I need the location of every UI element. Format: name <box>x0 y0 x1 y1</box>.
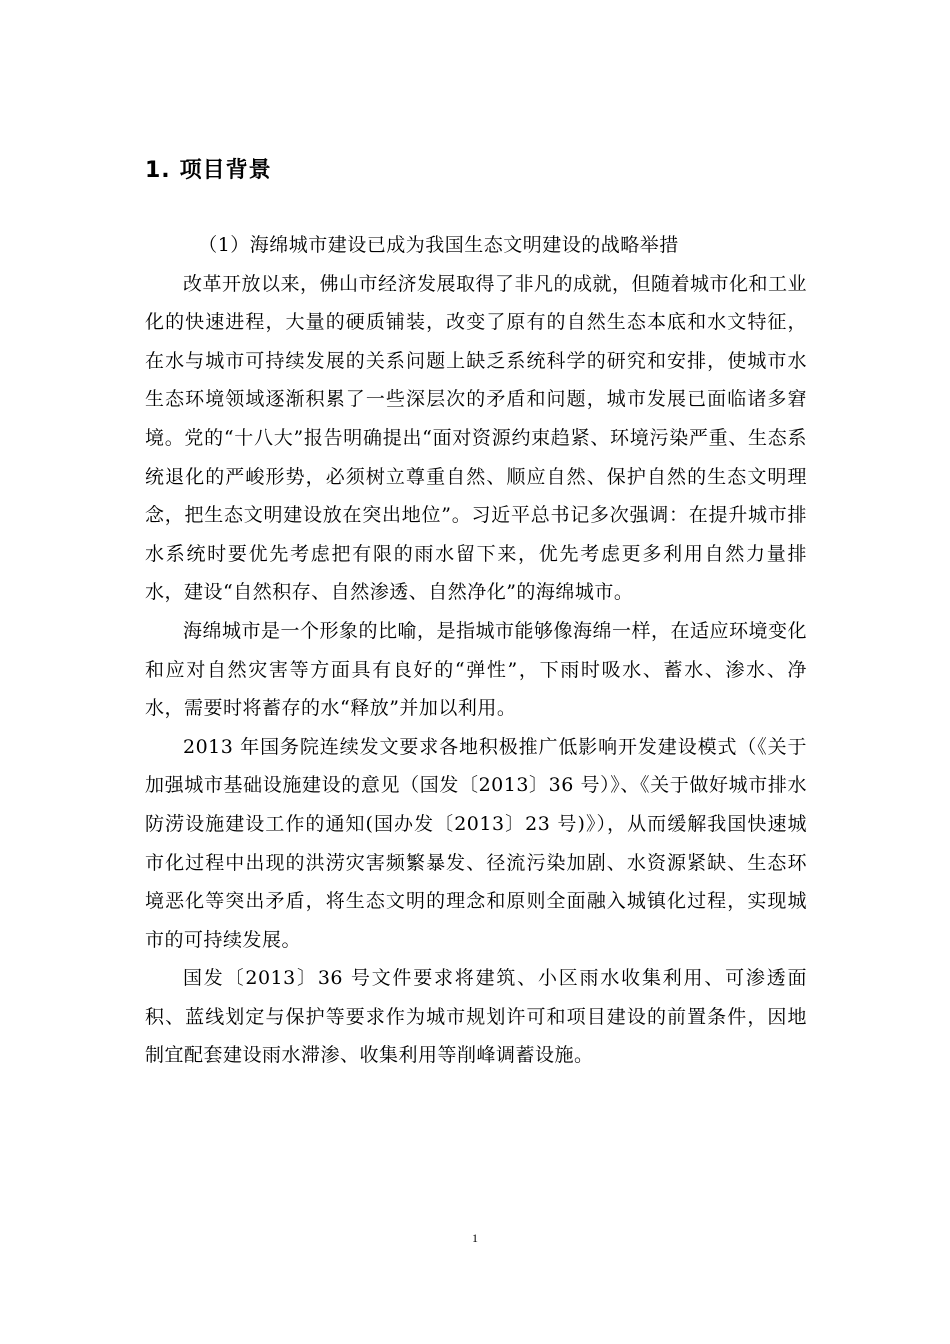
section-title: 项目背景 <box>179 158 272 183</box>
paragraph-3: 2013 年国务院连续发文要求各地积极推广低影响开发建设模式（《关于加强城市基础设施建设的意见（国发〔2013〕36 号）》、《关于做好城市排水防涝设施建设工作的通知(国办发〔2013〕23 号)》），从而缓解我国快速城市化过程中出现的洪涝灾害频繁暴发、径流污染加剧、水资源紧缺、生态环境恶化等突出矛盾，将生态文明的理念和原则全面融入城镇化过程，实现城市的可持续发展。 <box>145 735 807 951</box>
section-heading <box>145 154 272 188</box>
page-number: 1 <box>472 1231 478 1245</box>
paragraph-2: 海绵城市是一个形象的比喻，是指城市能够像海绵一样，在适应环境变化和应对自然灾害等方面具有良好的“弹性”，下雨时吸水、蓄水、渗水、净水，需要时将蓄存的水“释放”并加以利用。 <box>145 619 808 720</box>
subheading: （1）海绵城市建设已成为我国生态文明建设的战略举措 <box>198 234 679 256</box>
section-number: 1. <box>145 158 171 183</box>
paragraph-4: 国发〔2013〕36 号文件要求将建筑、小区雨水收集利用、可渗透面积、蓝线划定与保护等要求作为城市规划许可和项目建设的前置条件，因地制宜配套建设雨水滞渗、收集利用等削峰调蓄设施。 <box>145 967 807 1067</box>
body-text <box>145 226 807 1075</box>
paragraph-1: 改革开放以来，佛山市经济发展取得了非凡的成就，但随着城市化和工业化的快速进程，大量的硬质铺装，改变了原有的自然生态本底和水文特征，在水与城市可持续发展的关系问题上缺乏系统科学的研究和安排，使城市水生态环境领域逐渐积累了一些深层次的矛盾和问题，城市发展已面临诸多窘境。党的“十八大”报告明确提出“面对资源约束趋紧、环境污染严重、生态系统退化的严峻形势，必须树立尊重自然、顺应自然、保护自然的生态文明理念，把生态文明建设放在突出地位”。习近平总书记多次强调：在提升城市排水系统时要优先考虑把有限的雨水留下来，优先考虑更多利用自然力量排水，建设“自然积存、自然渗透、自然净化”的海绵城市。 <box>145 272 808 604</box>
